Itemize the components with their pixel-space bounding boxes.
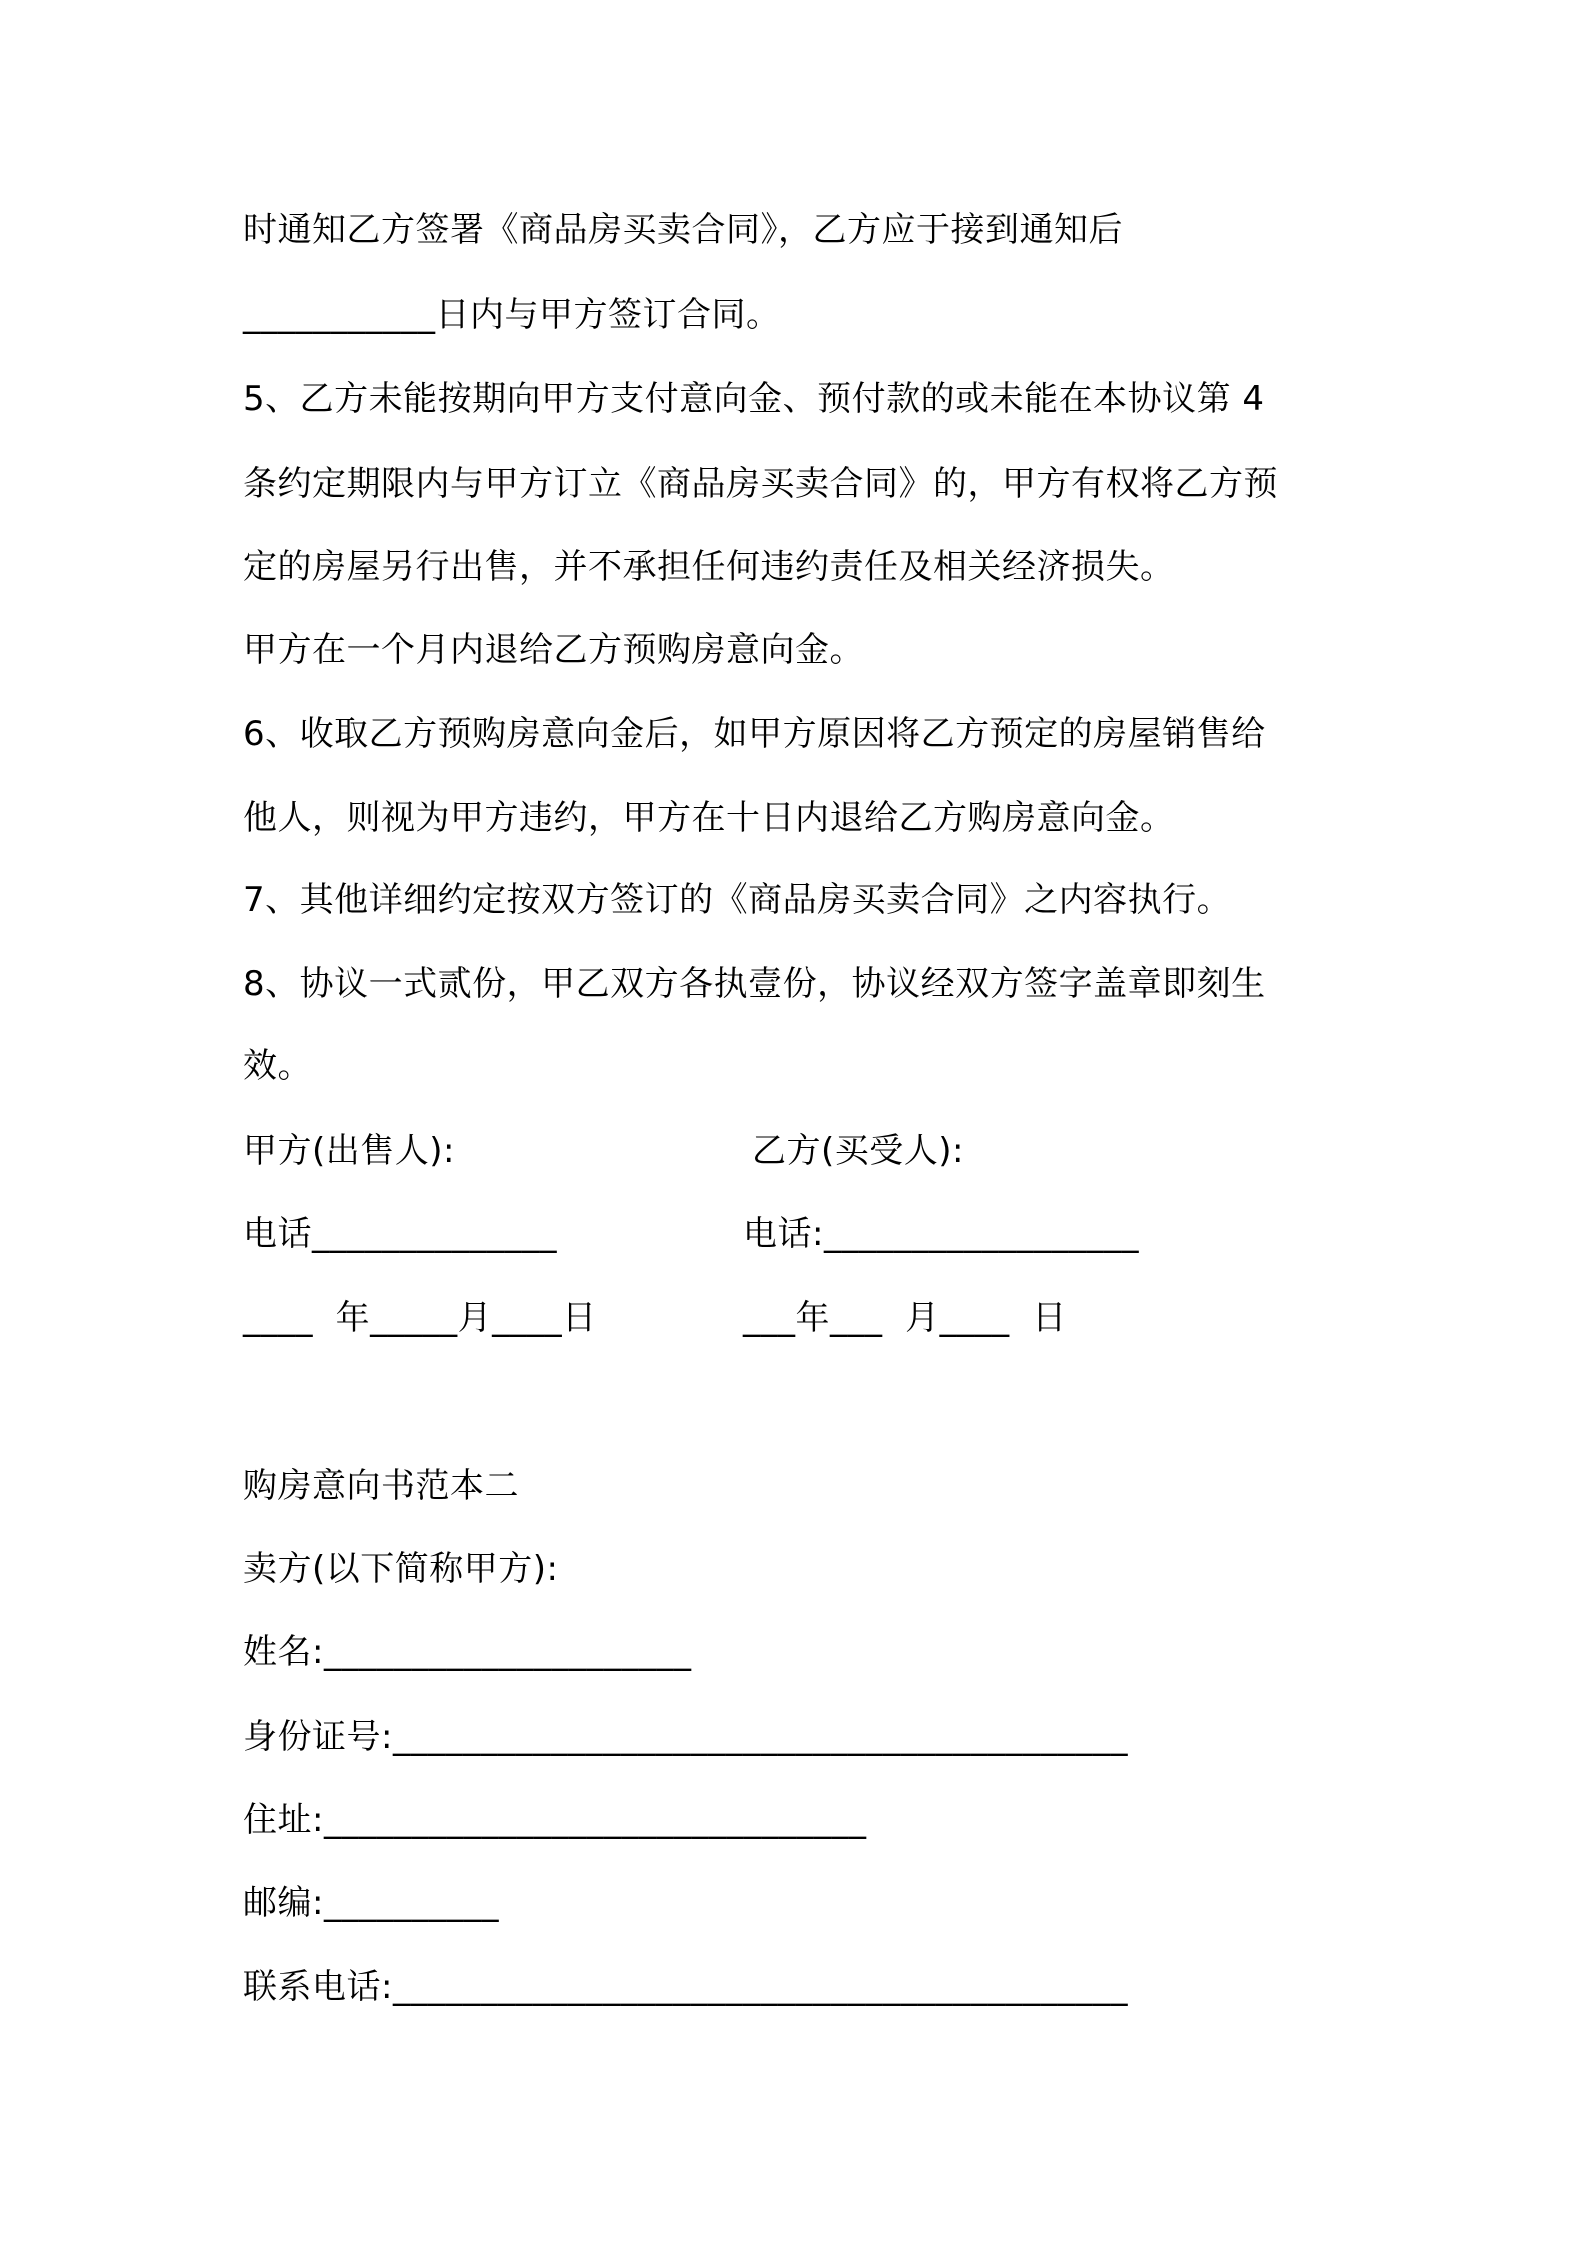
party-b-phone-field: 电话:__________________: [743, 1214, 1139, 1254]
id-number-field: 身份证号:__________________________________________: [243, 1717, 1128, 1757]
party-b-date-field: ___年___ 月____ 日: [743, 1298, 1067, 1338]
paragraph-line: 甲方在一个月内退给乙方预购房意向金。: [243, 630, 864, 670]
clause-7-line: 7、其他详细约定按双方签订的《商品房买卖合同》之内容执行。: [243, 880, 1232, 920]
paragraph-line: 时通知乙方签署《商品房买卖合同》，乙方应于接到通知后: [243, 210, 1123, 250]
paragraph-line: 他人，则视为甲方违约，甲方在十日内退给乙方购房意向金。: [243, 798, 1175, 838]
contact-phone-field: 联系电话:__________________________________________: [243, 1967, 1128, 2007]
party-a-date-field: ____ 年_____月____日: [243, 1298, 597, 1338]
address-field: 住址:_______________________________: [243, 1800, 867, 1840]
name-field: 姓名:_____________________: [243, 1632, 692, 1672]
paragraph-line: ___________日内与甲方签订合同。: [243, 295, 781, 335]
party-a-phone-field: 电话______________: [243, 1214, 557, 1254]
party-b-label: 乙方(买受人):: [752, 1131, 964, 1171]
paragraph-line: 定的房屋另行出售，并不承担任何违约责任及相关经济损失。: [243, 547, 1175, 587]
section-title: 购房意向书范本二: [243, 1466, 519, 1506]
party-a-label: 甲方(出售人):: [243, 1131, 455, 1171]
clause-5-line: 5、乙方未能按期向甲方支付意向金、预付款的或未能在本协议第 4: [243, 379, 1265, 419]
clause-8-line: 8、协议一式贰份，甲乙双方各执壹份，协议经双方签字盖章即刻生: [243, 964, 1266, 1004]
seller-label: 卖方(以下简称甲方):: [243, 1549, 559, 1589]
clause-6-line: 6、收取乙方预购房意向金后，如甲方原因将乙方预定的房屋销售给: [243, 714, 1266, 754]
postcode-field: 邮编:__________: [243, 1883, 499, 1923]
paragraph-line: 条约定期限内与甲方订立《商品房买卖合同》的，甲方有权将乙方预: [243, 464, 1278, 504]
paragraph-line: 效。: [243, 1046, 312, 1086]
